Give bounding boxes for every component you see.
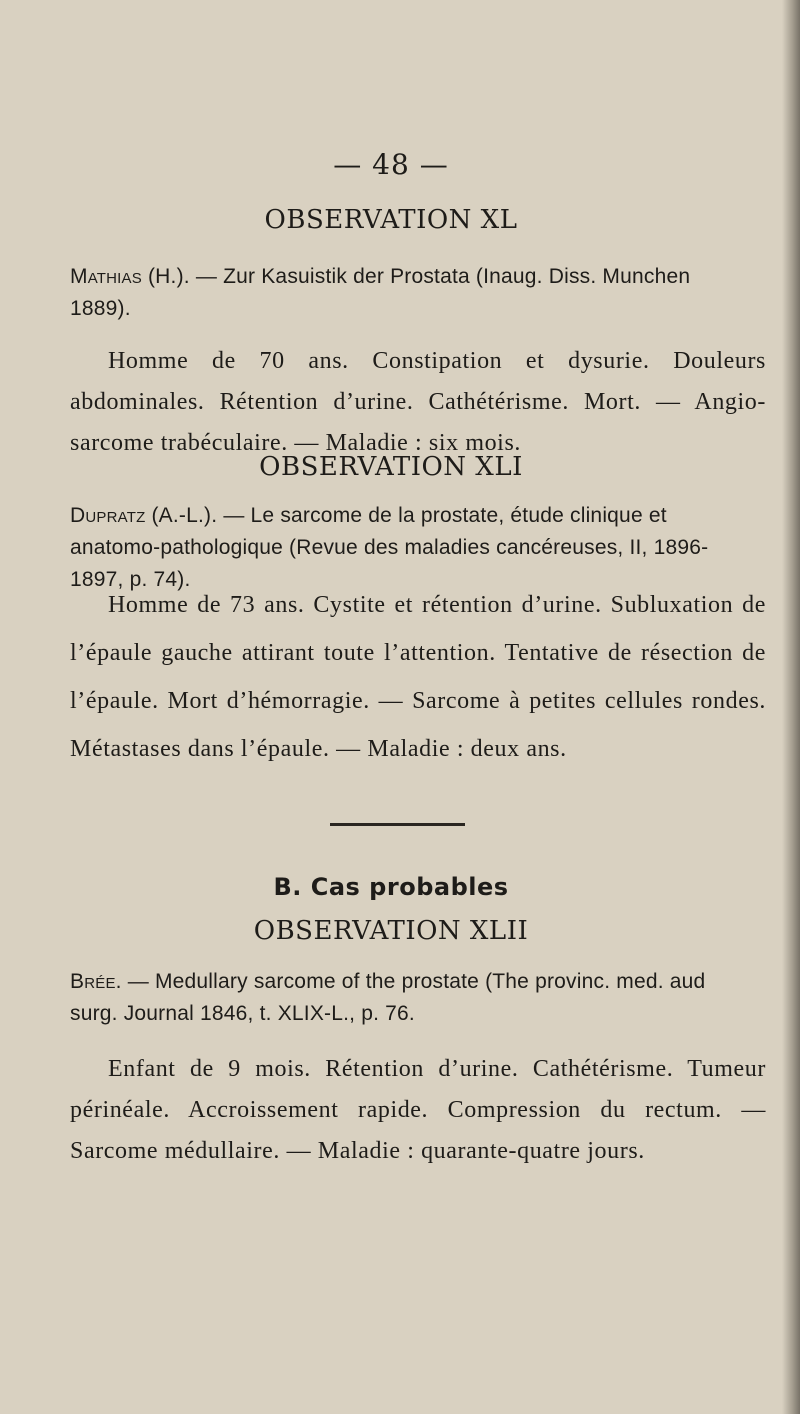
bibliographic-reference — [70, 261, 754, 325]
reference-text: — Zur Kasuistik der Prostata (Inaug. Diss. Munchen 1889). — [70, 265, 691, 320]
observation-paragraph: Enfant de 9 mois. Rétention d’urine. Cathétérisme. Tumeur périnéale. Accroissement rapide. Compression du rectum. — Sarcome médullaire. — Maladie : quarante-quatre jours. — [70, 1056, 766, 1164]
observation-body — [70, 341, 766, 464]
bibliographic-reference — [70, 966, 754, 1030]
reference-author: Mathias (H.). — [70, 265, 190, 288]
reference-author: Dupratz (A.-L.). — [70, 504, 218, 527]
section-divider — [330, 823, 465, 826]
page-edge-shadow — [782, 0, 800, 1414]
reference-text: — Le sarcome de la prostate, étude clinique et anatomo-pathologique (Revue des maladies cancéreuses, II, 1896-1897, p. 74). — [70, 504, 709, 591]
reference-text: — Medullary sarcome of the prostate (The provinc. med. aud surg. Journal 1846, t. XLIX-L., p. 76. — [70, 970, 706, 1025]
observation-title: OBSERVATION XLI — [259, 452, 523, 482]
observation-paragraph: Homme de 70 ans. Constipation et dysurie. Douleurs abdominales. Rétention d’urine. Cathétérisme. Mort. — Angio-sarcome trabéculaire. — Maladie : six mois. — [70, 348, 766, 456]
page-number: — 48 — — [333, 148, 449, 181]
observation-paragraph: Homme de 73 ans. Cystite et rétention d’urine. Subluxation de l’épaule gauche attirant toute l’attention. Tentative de résection de l’épaule. Mort d’hémorragie. — Sarcome à petites cellules rondes. Métastases dans l’épaule. — Maladie : deux ans. — [70, 592, 766, 762]
observation-body — [70, 581, 766, 773]
observation-body — [70, 1049, 766, 1172]
observation-title: OBSERVATION XL — [264, 205, 518, 235]
observation-title: OBSERVATION XLII — [253, 916, 529, 946]
section-heading: B. Cas probables — [273, 873, 509, 901]
reference-author: Brée. — [70, 970, 122, 993]
